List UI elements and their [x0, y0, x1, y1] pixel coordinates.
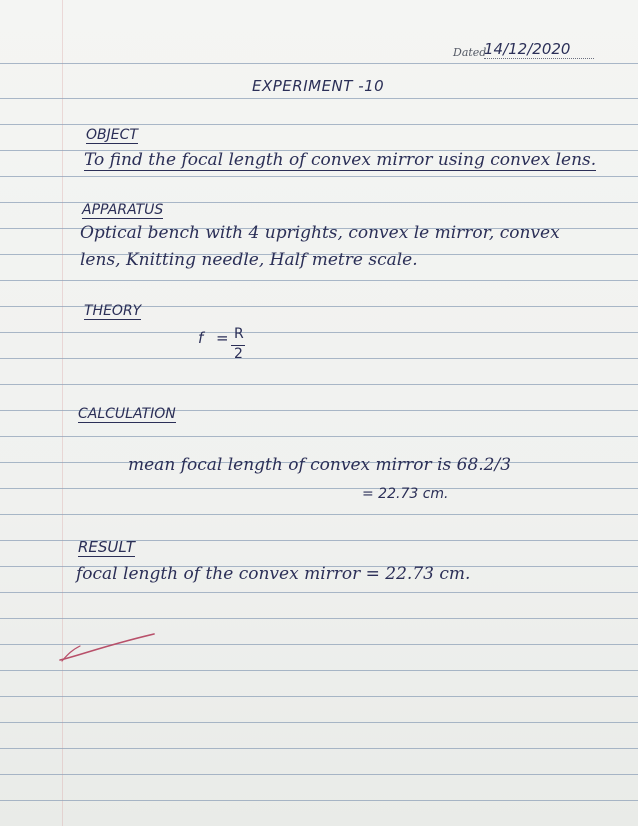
check-mark-icon — [58, 630, 158, 664]
rule-line — [0, 592, 638, 593]
rule-line — [0, 748, 638, 749]
apparatus-line-1: Optical bench with 4 uprights, convex le mirror, convex — [80, 223, 560, 243]
rule-line — [0, 800, 638, 801]
formula-lhs: f — [198, 329, 204, 347]
rule-line — [0, 696, 638, 697]
rule-line — [0, 514, 638, 515]
formula-equals: = — [216, 329, 229, 347]
rule-line — [0, 774, 638, 775]
theory-heading: THEORY — [84, 303, 142, 319]
rule-line — [0, 176, 638, 177]
dated-label: Dated — [453, 46, 487, 59]
rule-line — [0, 384, 638, 385]
result-text: focal length of the convex mirror = 22.73 cm. — [76, 564, 471, 584]
object-heading: OBJECT — [86, 127, 138, 143]
rule-line — [0, 436, 638, 437]
apparatus-heading: APPARATUS — [82, 202, 164, 218]
rule-line — [0, 63, 638, 64]
rule-line — [0, 332, 638, 333]
object-text: To find the focal length of convex mirror using convex lens. — [84, 150, 597, 170]
rule-line — [0, 722, 638, 723]
formula-denominator: 2 — [234, 346, 243, 362]
rule-line — [0, 488, 638, 489]
calculation-line-1: mean focal length of convex mirror is 68.2/3 — [128, 455, 512, 475]
formula-numerator: R — [234, 326, 244, 342]
dated-value: 14/12/2020 — [484, 40, 594, 59]
rule-line — [0, 358, 638, 359]
apparatus-line-2: lens, Knitting needle, Half metre scale. — [80, 250, 418, 270]
rule-line — [0, 124, 638, 125]
rule-line — [0, 618, 638, 619]
page-title: EXPERIMENT -10 — [252, 77, 385, 95]
rule-line — [0, 98, 638, 99]
rule-line — [0, 280, 638, 281]
calculation-heading: CALCULATION — [78, 406, 176, 422]
rule-line — [0, 670, 638, 671]
calculation-line-2: = 22.73 cm. — [362, 486, 449, 502]
result-heading: RESULT — [78, 538, 135, 556]
